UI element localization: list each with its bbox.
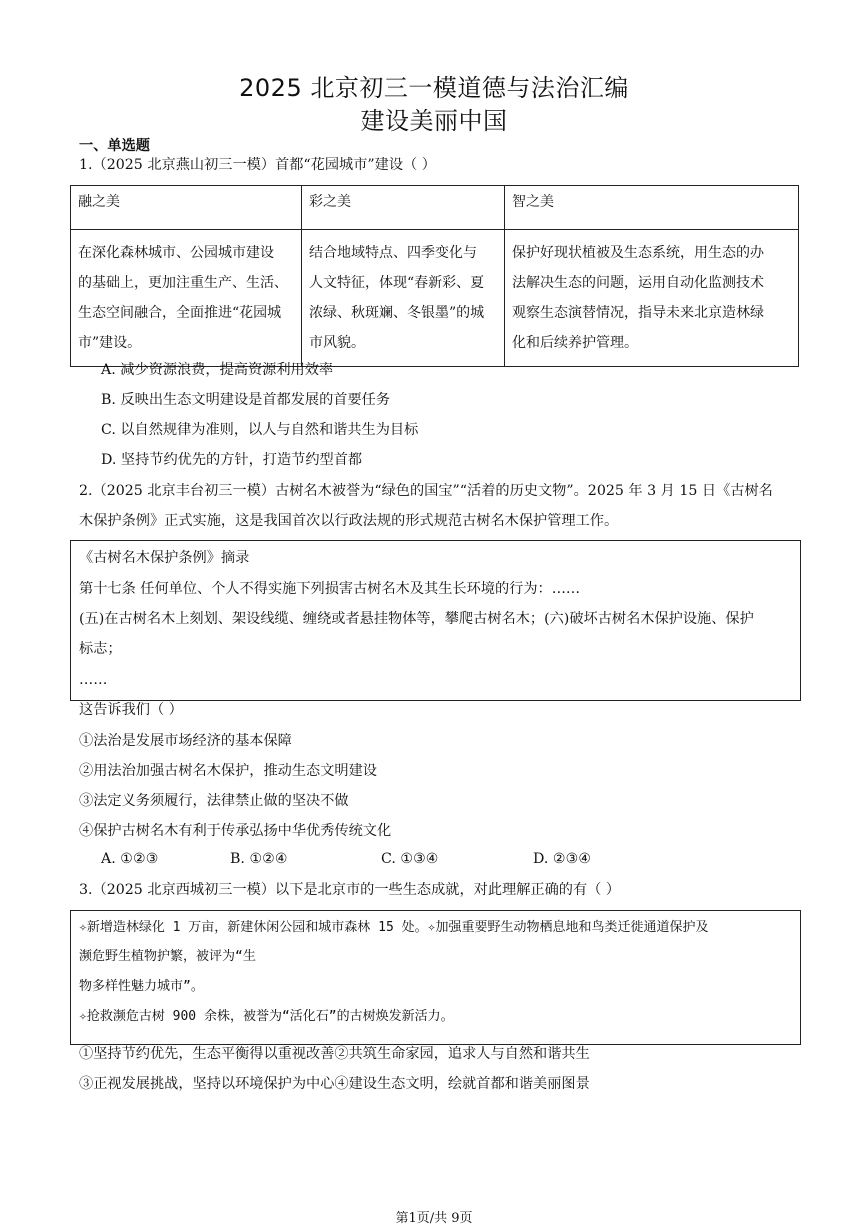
- q1-table-header-row: [71, 186, 799, 230]
- cell-line: 保护好现状植被及生态系统，用生态的办: [512, 245, 764, 261]
- q1-stem: 1.（2025 北京燕山初三一模）首都“花园城市”建设（ ）: [79, 157, 436, 173]
- q2-option-a[interactable]: A. ①②③: [101, 851, 159, 867]
- q2-statement: ①法治是发展市场经济的基本保障: [79, 733, 292, 749]
- q1-table-header: 彩之美: [302, 186, 505, 230]
- q3-info-box: [70, 910, 801, 1045]
- document-subtitle: 建设美丽中国: [360, 107, 508, 135]
- q1-table-cell: [302, 230, 505, 367]
- info-line: 物多样性魅力城市”。: [79, 979, 204, 994]
- cell-line: 的基础上，更加注重生产、生活、: [78, 275, 288, 291]
- q2-statement: ④保护古树名木有利于传承弘扬中华优秀传统文化: [79, 823, 392, 839]
- q1-table-row: [71, 230, 799, 367]
- q3-stem: 3.（2025 北京西城初三一模）以下是北京市的一些生态成就，对此理解正确的有（ ）: [79, 882, 621, 898]
- q1-table-cell: [505, 230, 799, 367]
- q2-option-b[interactable]: B. ①②④: [230, 851, 288, 867]
- excerpt-line: 《古树名木保护条例》摘录: [79, 550, 250, 566]
- q2-stem-line1: 2.（2025 北京丰台初三一模）古树名木被誉为“绿色的国宝”“活着的历史文物”。2025 年 3 月 15 日《古树名: [79, 483, 773, 499]
- q1-option-a[interactable]: A. 减少资源浪费，提高资源利用效率: [101, 362, 334, 378]
- excerpt-line: 第十七条 任何单位、个人不得实施下列损害古树名木及其生长环境的行为：……: [79, 581, 581, 597]
- q2-statement: ②用法治加强古树名木保护，推动生态文明建设: [79, 763, 377, 779]
- excerpt-line: ……: [79, 672, 108, 688]
- q1-table-cell: [71, 230, 302, 367]
- cell-line: 市”建设。: [78, 335, 142, 351]
- document-title: 2025 北京初三一模道德与法治汇编: [239, 74, 629, 102]
- cell-line: 人文特征，体现“春新彩、夏: [309, 275, 485, 291]
- cell-line: 化和后续养护管理。: [512, 335, 638, 351]
- q3-statement: ③正视发展挑战，坚持以环境保护为中心④建设生态文明，绘就首都和谐美丽图景: [79, 1076, 590, 1092]
- cell-line: 生态空间融合，全面推进“花园城: [78, 305, 282, 321]
- q2-option-c[interactable]: C. ①③④: [381, 851, 439, 867]
- q1-option-b[interactable]: B. 反映出生态文明建设是首都发展的首要任务: [101, 392, 391, 408]
- excerpt-line: (五)在古树名木上刻划、架设线缆、缠绕或者悬挂物体等，攀爬古树名木；(六)破坏古树名木保护设施、保护: [79, 611, 754, 627]
- cell-line: 法解决生态的问题，运用自动化监测技术: [512, 275, 764, 291]
- info-line: ✧新增造林绿化 1 万亩，新建休闲公园和城市森林 15 处。✧加强重要野生动物栖息地和鸟类迁徙通道保护及: [79, 920, 709, 935]
- excerpt-line: 标志；: [79, 641, 122, 657]
- cell-line: 观察生态演替情况，指导未来北京造林绿: [512, 305, 764, 321]
- cell-line: 结合地域特点、四季变化与: [309, 245, 477, 261]
- q2-stem-line2: 木保护条例》正式实施，这是我国首次以行政法规的形式规范古树名木保护管理工作。: [79, 513, 619, 529]
- q2-prompt: 这告诉我们（ ）: [79, 702, 183, 718]
- info-line: ✧抢救濒危古树 900 余株，被誉为“活化石”的古树焕发新活力。: [79, 1009, 454, 1024]
- q1-option-d[interactable]: D. 坚持节约优先的方针，打造节约型首都: [101, 452, 363, 468]
- q2-excerpt-box: [70, 540, 801, 701]
- info-line: 濒危野生植物护繁，被评为“生: [79, 949, 256, 964]
- section-heading: 一、单选题: [79, 138, 150, 154]
- q1-table-header: 智之美: [505, 186, 799, 230]
- cell-line: 市风貌。: [309, 335, 365, 351]
- q2-statement: ③法定义务须履行，法律禁止做的坚决不做: [79, 793, 349, 809]
- page-footer: 第1页/共 9页: [395, 1211, 473, 1226]
- cell-line: 在深化森林城市、公园城市建设: [78, 245, 274, 261]
- cell-line: 浓绿、秋斑斓、冬银墨”的城: [309, 305, 485, 321]
- q1-option-c[interactable]: C. 以自然规律为准则，以人与自然和谐共生为目标: [101, 422, 419, 438]
- q3-statement: ①坚持节约优先，生态平衡得以重视改善②共筑生命家园，追求人与自然和谐共生: [79, 1046, 590, 1062]
- q1-table: [70, 185, 799, 367]
- q2-option-d[interactable]: D. ②③④: [533, 851, 592, 867]
- q1-table-header: 融之美: [71, 186, 302, 230]
